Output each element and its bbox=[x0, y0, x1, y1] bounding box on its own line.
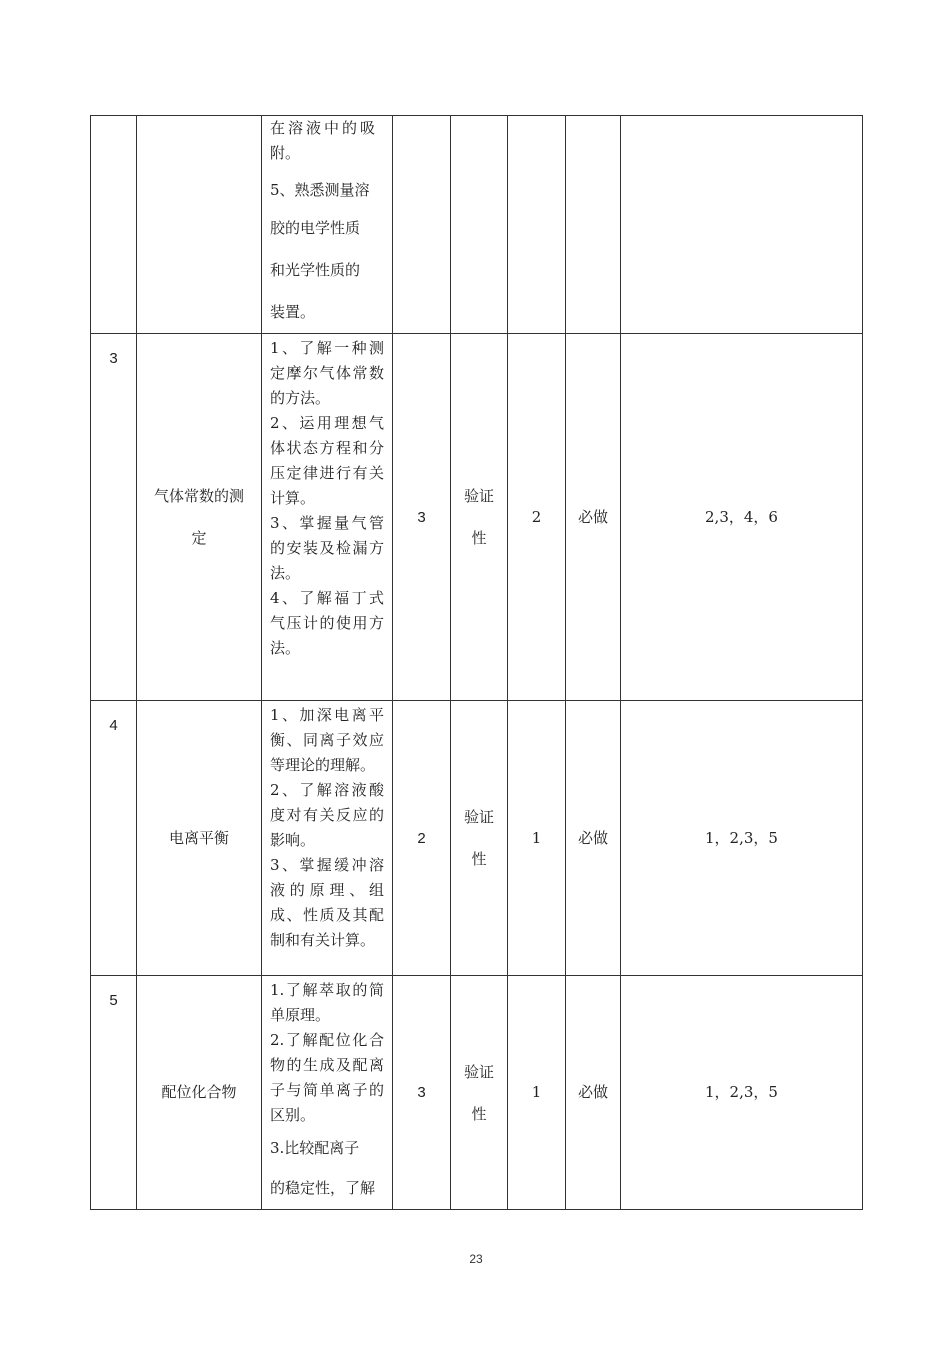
table-row bbox=[91, 701, 863, 976]
experiment-objectives bbox=[262, 976, 393, 1210]
page-number: 23 bbox=[469, 1252, 483, 1266]
objective-item: 1、加深电离平衡、同离子效应等理论的理解。 bbox=[270, 706, 384, 774]
experiment-table bbox=[90, 115, 863, 1210]
experiment-name-text: 气体常数的测定 bbox=[153, 487, 244, 547]
requirement: 必做 bbox=[566, 701, 621, 976]
table-row bbox=[91, 334, 863, 701]
row-number: 4 bbox=[91, 701, 137, 976]
requirement: 必做 bbox=[566, 334, 621, 701]
table-row bbox=[91, 976, 863, 1210]
row-number bbox=[91, 116, 137, 334]
objective-line: 和光学性质的 bbox=[270, 261, 361, 279]
requirement: 必做 bbox=[566, 976, 621, 1210]
experiment-type bbox=[451, 334, 508, 701]
experiment-type-text: 验证性 bbox=[463, 1062, 494, 1123]
objective-line: 装置。 bbox=[270, 303, 316, 321]
reference-list bbox=[621, 116, 863, 334]
row-number: 5 bbox=[91, 976, 137, 1210]
class-hours: 2 bbox=[393, 701, 451, 976]
objective-item: 1、了解一种测定摩尔气体常数的方法。 bbox=[270, 339, 384, 407]
objective-line: 5、熟悉测量溶 bbox=[270, 181, 370, 199]
experiment-name bbox=[137, 116, 262, 334]
row-number: 3 bbox=[91, 334, 137, 701]
experiment-name: 配位化合物 bbox=[137, 976, 262, 1210]
objective-item: 2.了解配位化合物的生成及配离子与简单离子的区别。 bbox=[270, 1031, 384, 1124]
objective-line: 在溶液中的吸 bbox=[270, 119, 379, 137]
objective-item: 3.比较配离子 bbox=[270, 1139, 360, 1157]
objective-item: 2、了解溶液酸度对有关反应的影响。 bbox=[270, 781, 384, 849]
class-hours bbox=[393, 116, 451, 334]
experiment-name bbox=[137, 334, 262, 701]
experiment-objectives bbox=[262, 116, 393, 334]
objective-line: 附。 bbox=[270, 144, 301, 162]
objective-item: 3、掌握量气管的安装及检漏方法。 bbox=[270, 514, 384, 582]
experiment-type-text: 验证性 bbox=[463, 808, 494, 868]
experiment-objectives bbox=[262, 701, 393, 976]
class-hours: 3 bbox=[393, 976, 451, 1210]
group-size: 2 bbox=[508, 334, 566, 701]
objective-item: 2、运用理想气体状态方程和分压定律进行有关计算。 bbox=[270, 414, 384, 507]
group-size: 1 bbox=[508, 701, 566, 976]
experiment-type bbox=[451, 976, 508, 1210]
experiment-type bbox=[451, 116, 508, 334]
group-size bbox=[508, 116, 566, 334]
experiment-name: 电离平衡 bbox=[137, 701, 262, 976]
reference-list: 1，2,3，5 bbox=[621, 701, 863, 976]
requirement bbox=[566, 116, 621, 334]
class-hours: 3 bbox=[393, 334, 451, 701]
objective-item: 1.了解萃取的简单原理。 bbox=[270, 981, 384, 1024]
table-row bbox=[91, 116, 863, 334]
reference-list: 2,3，4，6 bbox=[621, 334, 863, 701]
objective-line: 胶的电学性质 bbox=[270, 219, 361, 237]
objective-item: 4、了解福丁式气压计的使用方法。 bbox=[270, 589, 384, 657]
experiment-objectives bbox=[262, 334, 393, 701]
experiment-type-text: 验证性 bbox=[463, 487, 494, 547]
experiment-type bbox=[451, 701, 508, 976]
objective-item: 3、掌握缓冲溶液的原理、组成、性质及其配制和有关计算。 bbox=[270, 856, 384, 949]
objective-item: 的稳定性，了解 bbox=[270, 1179, 376, 1197]
group-size: 1 bbox=[508, 976, 566, 1210]
reference-list: 1，2,3，5 bbox=[621, 976, 863, 1210]
